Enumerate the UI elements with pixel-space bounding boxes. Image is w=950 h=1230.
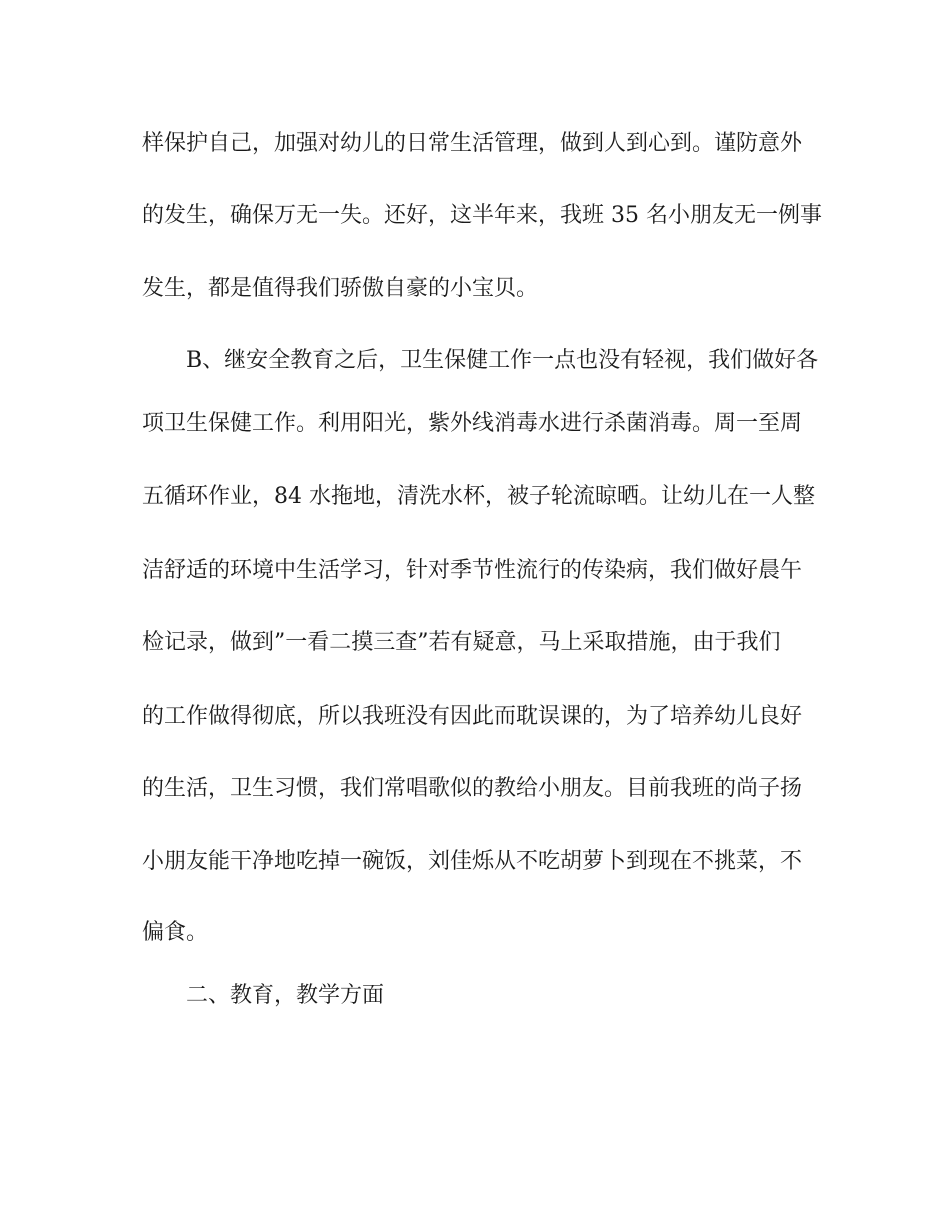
paragraph-b-line-1: B、继安全教育之后，卫生保健工作一点也没有轻视，我们做好各 xyxy=(186,348,819,373)
text-line-3: 发生，都是值得我们骄傲自豪的小宝贝。 xyxy=(142,276,539,301)
text-line-11: 小朋友能干净地吃掉一碗饭，刘佳烁从不吃胡萝卜到现在不挑菜，不 xyxy=(142,849,803,874)
text-line-9: 的工作做得彻底，所以我班没有因此而耽误课的，为了培养幼儿良好 xyxy=(142,704,803,729)
text-line-8: 检记录，做到”一看二摸三查”若有疑意，马上采取措施，由于我们 xyxy=(142,630,781,655)
text-line-1: 样保护自己，加强对幼儿的日常生活管理，做到人到心到。谨防意外 xyxy=(142,131,803,156)
text-line-7: 洁舒适的环境中生活学习，针对季节性流行的传染病，我们做好晨午 xyxy=(142,558,803,583)
section-heading: 二、教育，教学方面 xyxy=(186,983,385,1008)
text-line-6: 五循环作业，84 水拖地，清洗水杯，被子轮流晾晒。让幼儿在一人整 xyxy=(142,484,815,509)
text-line-2: 的发生，确保万无一失。还好，这半年来，我班 35 名小朋友无一例事 xyxy=(142,203,822,228)
text-line-10: 的生活，卫生习惯，我们常唱歌似的教给小朋友。目前我班的尚子扬 xyxy=(142,776,803,801)
text-line-5: 项卫生保健工作。利用阳光，紫外线消毒水进行杀菌消毒。周一至周 xyxy=(142,411,803,436)
text-line-12: 偏食。 xyxy=(142,920,209,945)
